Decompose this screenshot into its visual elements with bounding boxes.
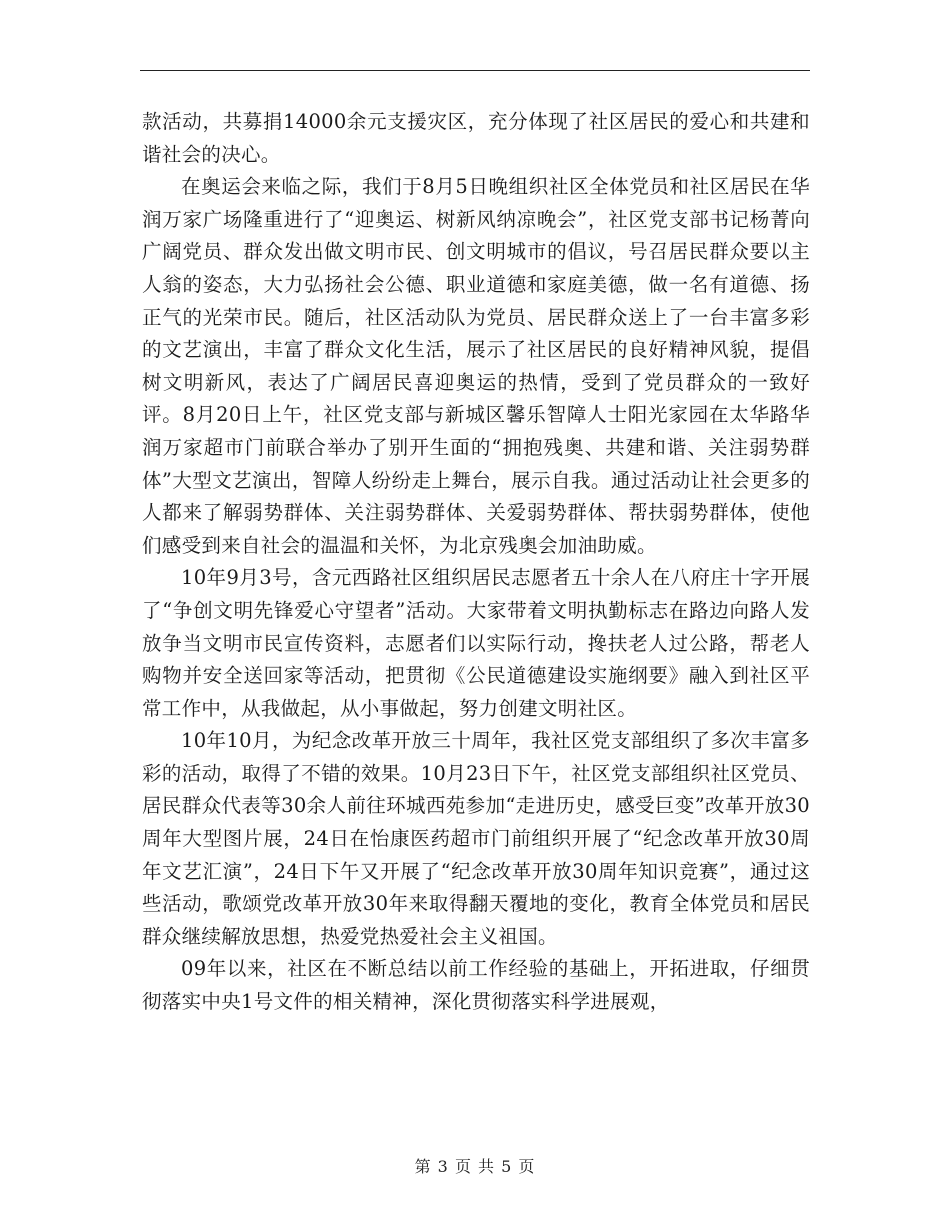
paragraph-3: 10年9月3号，含元西路社区组织居民志愿者五十余人在八府庄十字开展了“争创文明先锋爱心守望者”活动。大家带着文明执勤标志在路边向路人发放争当文明市民宣传资料，志愿者们以实际行动，搀扶老人过公路，帮老人购物并安全送回家等活动，把贯彻《公民道德建设实施纲要》融入到社区平常工作中，从我做起，从小事做起，努力创建文明社区。 (142, 566, 810, 720)
paragraph-5: 09年以来，社区在不断总结以前工作经验的基础上，开拓进取，仔细贯彻落实中央1号文件的相关精神，深化贯彻落实科学进展观， (142, 957, 810, 1014)
header-rule (140, 70, 810, 71)
paragraph-4: 10年10月，为纪念改革开放三十周年，我社区党支部组织了多次丰富多彩的活动，取得了不错的效果。10月23日下午，社区党支部组织社区党员、居民群众代表等30余人前往环城西苑参加“走进历史，感受巨变”改革开放30周年大型图片展，24日在怡康医药超市门前组织开展了“纪念改革开放30周年文艺汇演”，24日下午又开展了“纪念改革开放30周年知识竞赛”，通过这些活动，歌颂党改革开放30年来取得翻天覆地的变化，教育全体党员和居民群众继续解放思想，热爱党热爱社会主义祖国。 (142, 729, 810, 948)
paragraph-1: 款活动，共募捐14000余元支援灾区，充分体现了社区居民的爱心和共建和谐社会的决心。 (142, 110, 810, 166)
document-body (142, 106, 810, 1019)
page-number: 第 3 页 共 5 页 (414, 1157, 536, 1176)
paragraph-2: 在奥运会来临之际，我们于8月5日晚组织社区全体党员和社区居民在华润万家广场隆重进行了“迎奥运、树新风纳凉晚会”，社区党支部书记杨菁向广阔党员、群众发出做文明市民、创文明城市的倡议，号召居民群众要以主人翁的姿态，大力弘扬社会公德、职业道德和家庭美德，做一名有道德、扬正气的光荣市民。随后，社区活动队为党员、居民群众送上了一台丰富多彩的文艺演出，丰富了群众文化生活，展示了社区居民的良好精神风貌，提倡树文明新风，表达了广阔居民喜迎奥运的热情，受到了党员群众的一致好评。8月20日上午，社区党支部与新城区馨乐智障人士阳光家园在太华路华润万家超市门前联合举办了别开生面的“拥抱残奥、共建和谐、关注弱势群体”大型文艺演出，智障人纷纷走上舞台，展示自我。通过活动让社会更多的人都来了解弱势群体、关注弱势群体、关爱弱势群体、帮扶弱势群体，使他们感受到来自社会的温温和关怀，为北京残奥会加油助威。 (142, 175, 810, 557)
